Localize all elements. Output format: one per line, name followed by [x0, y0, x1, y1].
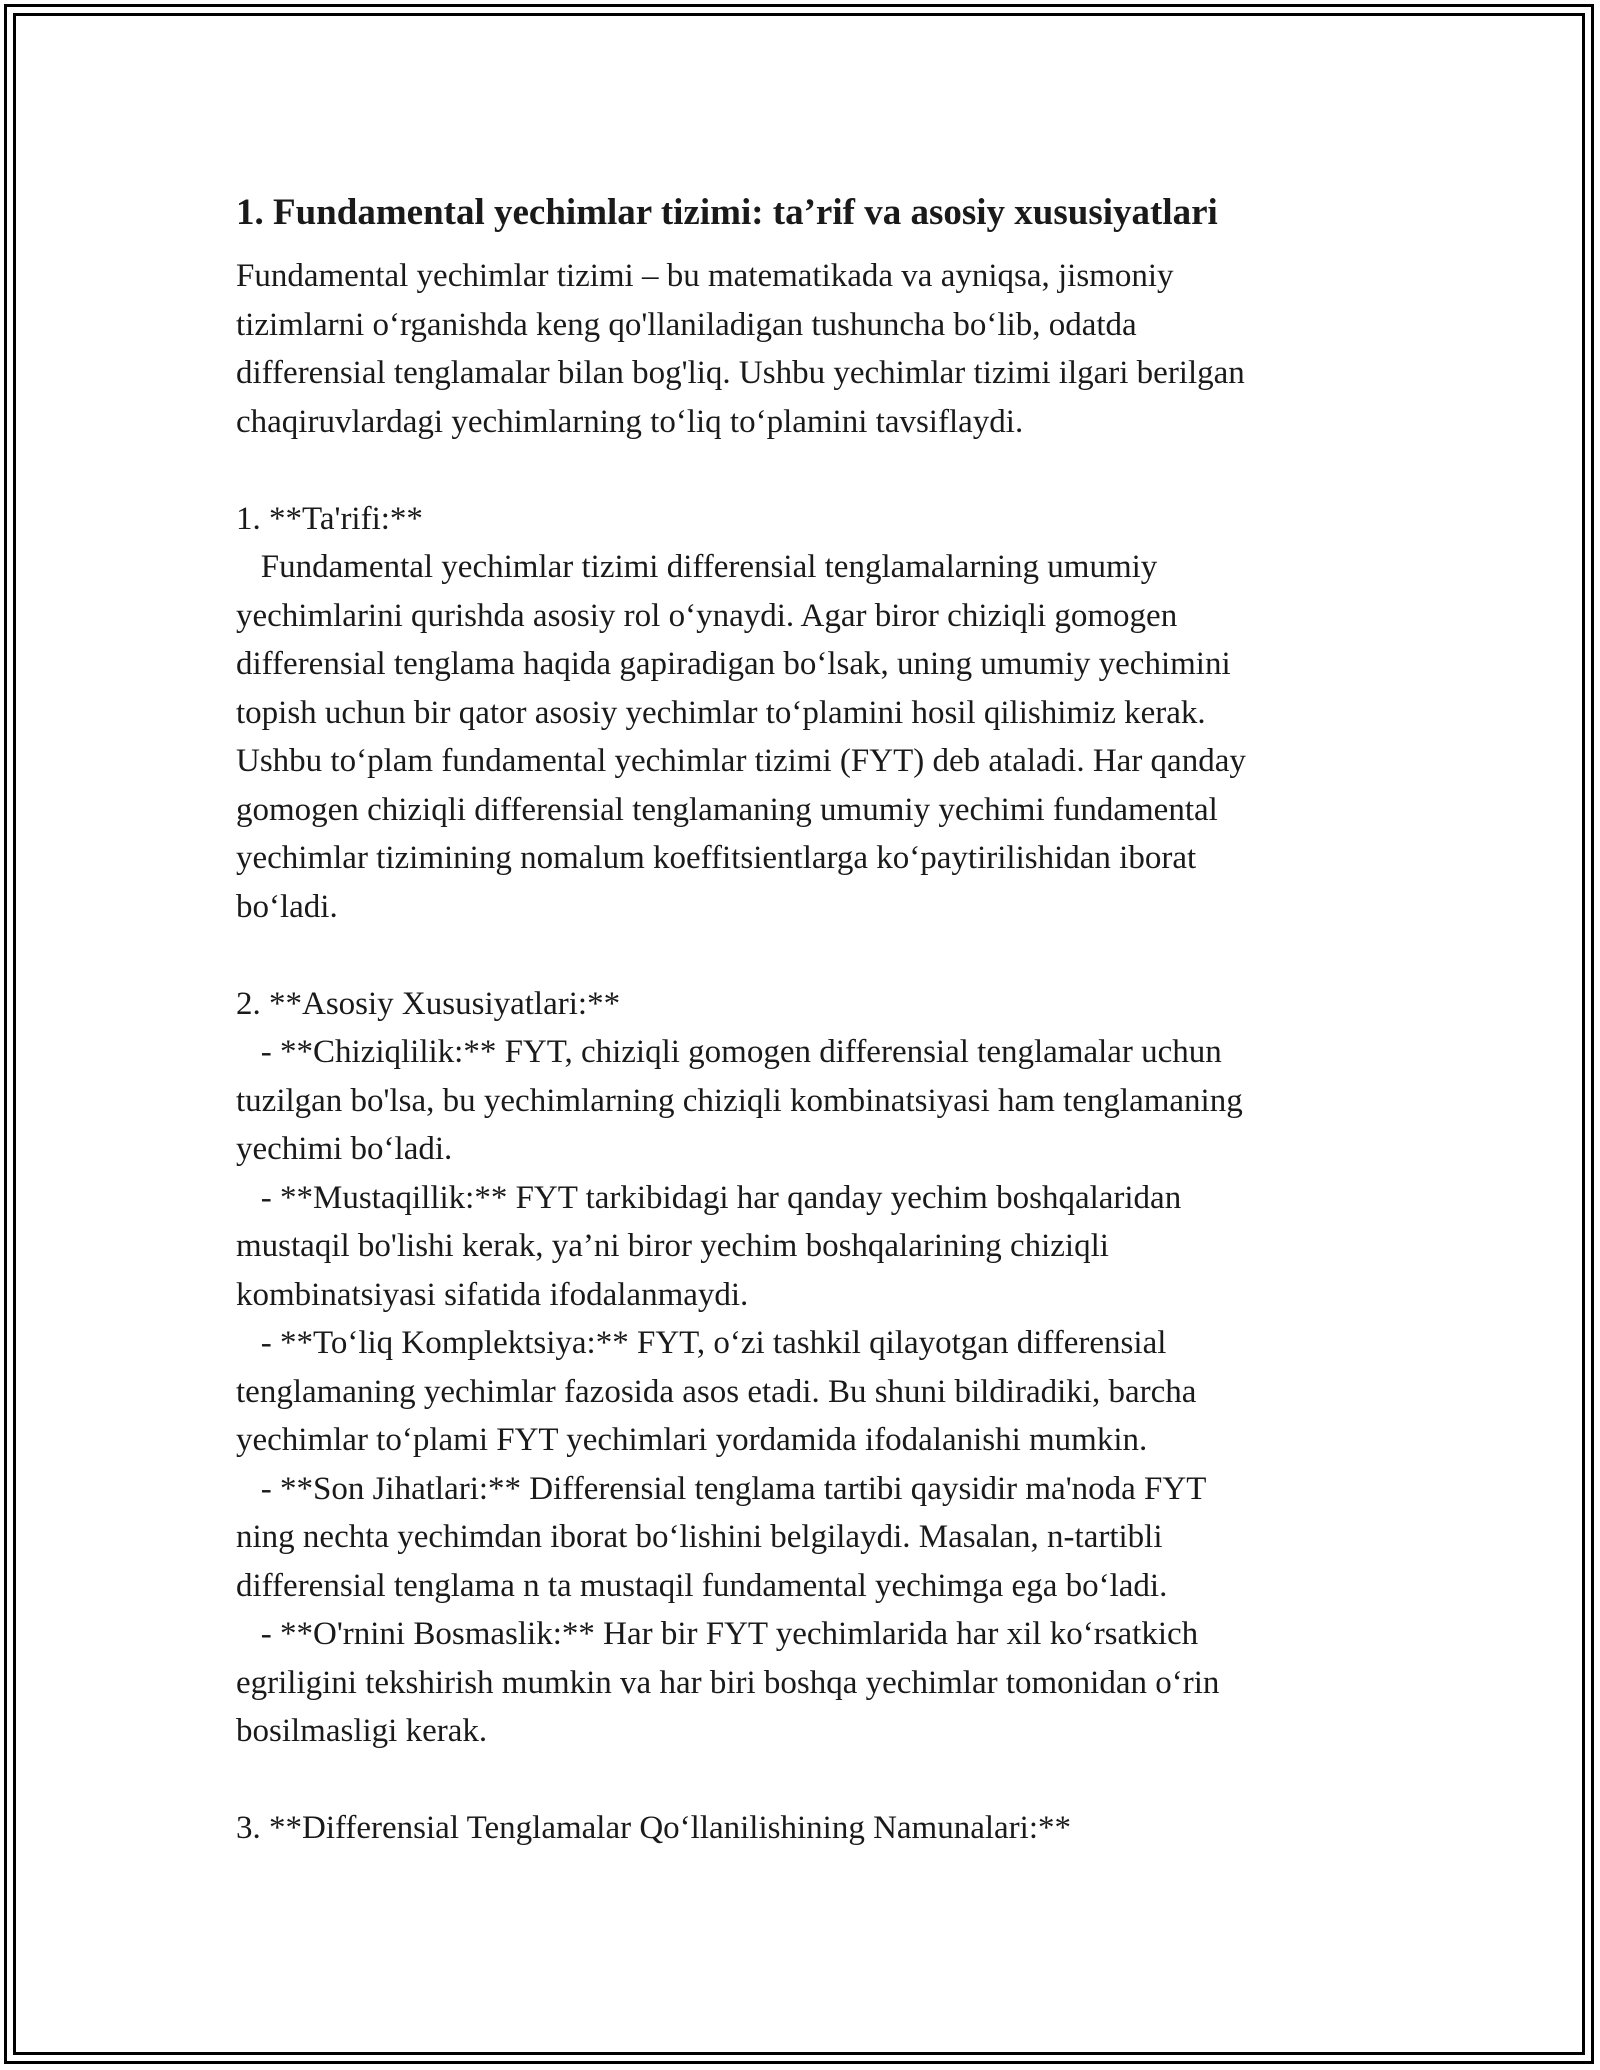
paragraph-gap [236, 931, 1386, 980]
list-item-toliq-komplektsiya: - **To‘liq Komplektsiya:** FYT, o‘zi tashkil qilayotgan differensial tenglamaning yechimlar fazosida asos etadi. Bu shuni bildiradiki, barcha yechimlar to‘plami FYT yechimlari yordamida ifodalanishi mumkin. [236, 1325, 1197, 1458]
list-item-son-jihatlari: - **Son Jihatlari:** Differensial tenglama tartibi qaysidir ma'noda FYT ning nechta yechimdan iborat bo‘lishini belgilaydi. Masalan, n-tartibli differensial tenglama n ta mustaqil fundamental yechimga ega bo‘ladi. [236, 1470, 1207, 1604]
intro-paragraph: Fundamental yechimlar tizimi – bu matematikada va ayniqsa, jismoniy tizimlarni o‘rganishda keng qo'llaniladigan tushuncha bo‘lib, odatda differensial tenglamalar bilan bog'liq. Ushbu yechimlar tizimi ilgari berilgan chaqiruvlardagi yechimlarning to‘liq to‘plamini tavsiflaydi. [236, 258, 1245, 440]
section-2-heading: 2. **Asosiy Xususiyatlari:** [236, 985, 621, 1022]
paragraph-gap [236, 1756, 1386, 1805]
paragraph-gap [236, 446, 1386, 495]
section-3-heading: 3. **Differensial Tenglamalar Qo‘llanilishining Namunalari:** [236, 1810, 1072, 1846]
list-item-mustaqillik: - **Mustaqillik:** FYT tarkibidagi har qanday yechim boshqalaridan mustaqil bo'lishi kerak, ya’ni biror yechim boshqalarining chiziqli kombinatsiyasi sifatida ifodalanmaydi. [236, 1179, 1182, 1313]
document-content [236, 182, 1386, 1853]
section-1-body: Fundamental yechimlar tizimi differensial tenglamalarning umumiy yechimlarini qurishda asosiy rol o‘ynaydi. Agar biror chiziqli gomogen differensial tenglama haqida gapiradigan bo‘lsak, uning umumiy yechimini topish uchun bir qator asosiy yechimlar to‘plamini hosil qilishimiz kerak. Ushbu to‘plam fundamental yechimlar tizimi (FYT) deb ataladi. Har qanday gomogen chiziqli differensial tenglamaning umumiy yechimi fundamental yechimlar tizimining nomalum koeffitsientlarga ko‘paytirilishidan iborat bo‘ladi. [236, 549, 1246, 925]
list-item-chiziqlilik: - **Chiziqlilik:** FYT, chiziqli gomogen differensial tenglamalar uchun tuzilgan bo'lsa, bu yechimlarning chiziqli kombinatsiyasi ham tenglamaning yechimi bo‘ladi. [236, 1034, 1243, 1167]
section-1-heading: 1. **Ta'rifi:** [236, 500, 423, 537]
document-title: 1. Fundamental yechimlar tizimi: ta’rif va asosiy xususiyatlari [236, 192, 1218, 233]
list-item-ornini-bosmaslik: - **O'rnini Bosmaslik:** Har bir FYT yechimlarida har xil ko‘rsatkich egriligini tekshirish mumkin va har biri boshqa yechimlar tomonidan o‘rin bosilmasligi kerak. [236, 1616, 1220, 1749]
